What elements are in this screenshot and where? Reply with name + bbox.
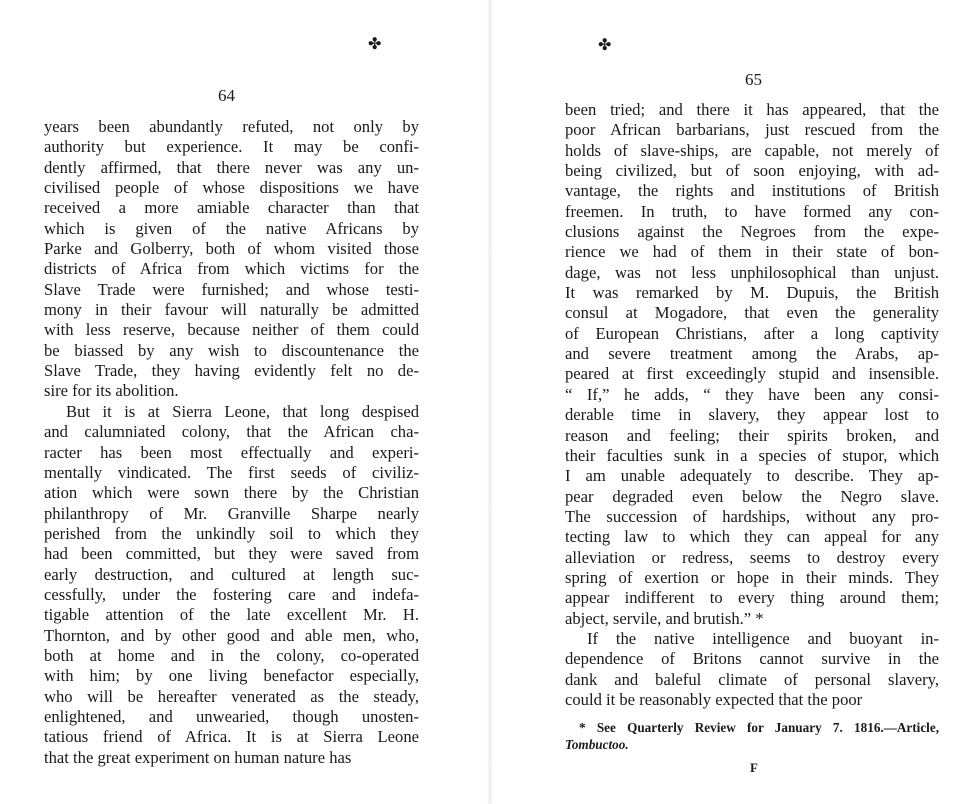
text-line: being civilized, but of soon enjoying, with ad- — [565, 161, 939, 181]
text-line: alleviation or redress, seems to destroy every — [565, 547, 939, 567]
text-line: philanthropy of Mr. Granville Sharpe nearly — [44, 503, 419, 523]
text-line: which is given of the native Africans by — [44, 218, 419, 238]
text-line: who will be hereafter venerated as the steady, — [44, 686, 419, 706]
text-line: poor African barbarians, just rescued from the — [565, 120, 939, 140]
text-line: spring of exertion or hope in their minds. They — [565, 567, 939, 587]
text-line: tecting law to which they can appeal for any — [565, 527, 939, 547]
text-line: dependence of Britons cannot survive in the — [565, 649, 939, 669]
text-line: The succession of hardships, without any pro- — [565, 506, 939, 526]
text-line: years been abundantly refuted, not only by — [44, 117, 419, 136]
text-line: with him; by one living benefactor especially, — [44, 666, 419, 686]
text-line: clusions against the Negroes from the expe- — [565, 222, 939, 242]
text-line: If the native intelligence and buoyant in- — [587, 628, 939, 648]
text-line: Thornton, and by other good and able men, who, — [44, 625, 419, 645]
text-line: Slave Trade, they having evidently felt no de- — [44, 361, 419, 381]
page-number: 64 — [218, 86, 235, 105]
text-line: been tried; and there it has appeared, that the — [565, 100, 939, 119]
text-line: consul at Mogadore, that even the generality — [565, 303, 939, 323]
text-line: both at home and in the colony, co-operated — [44, 645, 419, 665]
text-line: had been committed, but they were saved from — [44, 544, 419, 564]
text-line: and calumniated colony, that the African cha- — [44, 422, 419, 442]
text-line: their faculties sunk in a species of stupor, which — [565, 445, 939, 465]
text-line: of European Christians, after a long captivity — [565, 323, 939, 343]
text-line: enlightened, and unwearied, though unosten- — [44, 706, 419, 726]
text-line: received a more amiable character than that — [44, 198, 419, 218]
text-line: Slave Trade were furnished; and whose testi- — [44, 279, 419, 299]
text-line: racter has been most effectually and experi- — [44, 442, 419, 462]
text-line: abject, servile, and brutish.” * — [565, 608, 764, 628]
text-line: appear indifferent to every thing around them; — [565, 588, 939, 608]
printer-mark-icon: ✤ — [368, 36, 382, 53]
text-line: authority but experience. It may be confi- — [44, 137, 419, 157]
text-line: derable time in slavery, they appear lost to — [565, 405, 939, 425]
text-line: mentally vindicated. The first seeds of civiliz- — [44, 462, 419, 482]
text-line: tigable attention of the late excellent Mr. H. — [44, 605, 419, 625]
body-text — [44, 117, 419, 768]
signature-mark: F — [750, 760, 758, 775]
text-line: pear degraded even below the Negro slave. — [565, 486, 939, 506]
text-line: early destruction, and cultured at length suc- — [44, 564, 419, 584]
text-line: Parke and Golberry, both of whom visited those — [44, 239, 419, 259]
text-line: rience we had of them in their state of bon- — [565, 242, 939, 262]
right-page — [490, 0, 980, 804]
footnote — [565, 719, 939, 753]
text-line: and severe treatment among the Arabs, ap- — [565, 344, 939, 364]
text-line: dank and baleful climate of personal slavery, — [565, 669, 939, 689]
text-line: civilised people of whose dispositions we have — [44, 178, 419, 198]
text-line: holds of slave-ships, are capable, not merely of — [565, 140, 939, 160]
footnote-line: * See Quarterly Review for January 7. 1816.—Article, — [579, 720, 939, 735]
text-line: ation which were sown there by the Christian — [44, 483, 419, 503]
text-line: “ If,” he adds, “ they have been any consi- — [565, 384, 939, 404]
text-line: It was remarked by M. Dupuis, the British — [565, 283, 939, 303]
text-line: perished from the unkindly soil to which they — [44, 523, 419, 543]
body-text — [565, 100, 939, 710]
text-line: mony in their favour will naturally be admitted — [44, 300, 419, 320]
text-line: But it is at Sierra Leone, that long despised — [66, 401, 419, 421]
text-line: peared at first exceedingly stupid and insensible. — [565, 364, 939, 384]
printer-mark-icon: ✤ — [598, 37, 612, 54]
footnote-line: Tombuctoo. — [565, 737, 629, 752]
text-line: dage, was not less unphilosophical than unjust. — [565, 262, 939, 282]
text-line: vantage, the rights and institutions of British — [565, 181, 939, 201]
text-line: could it be reasonably expected that the poor — [565, 689, 863, 709]
page-number: 65 — [745, 70, 762, 89]
text-line: with less reserve, because neither of them could — [44, 320, 419, 340]
text-line: tatious friend of Africa. It is at Sierra Leone — [44, 727, 419, 747]
text-line: that the great experiment on human nature has — [44, 747, 352, 767]
text-line: cessfully, under the fostering care and indefa- — [44, 584, 419, 604]
text-line: freemen. In truth, to have formed any con- — [565, 201, 939, 221]
text-line: be biassed by any wish to discountenance the — [44, 340, 419, 360]
text-line: sire for its abolition. — [44, 381, 179, 401]
text-line: reason and feeling; their spirits broken, and — [565, 425, 939, 445]
text-line: I am unable adequately to describe. They ap- — [565, 466, 939, 486]
text-line: dently affirmed, that there never was any un- — [44, 157, 419, 177]
text-line: districts of Africa from which victims for the — [44, 259, 419, 279]
